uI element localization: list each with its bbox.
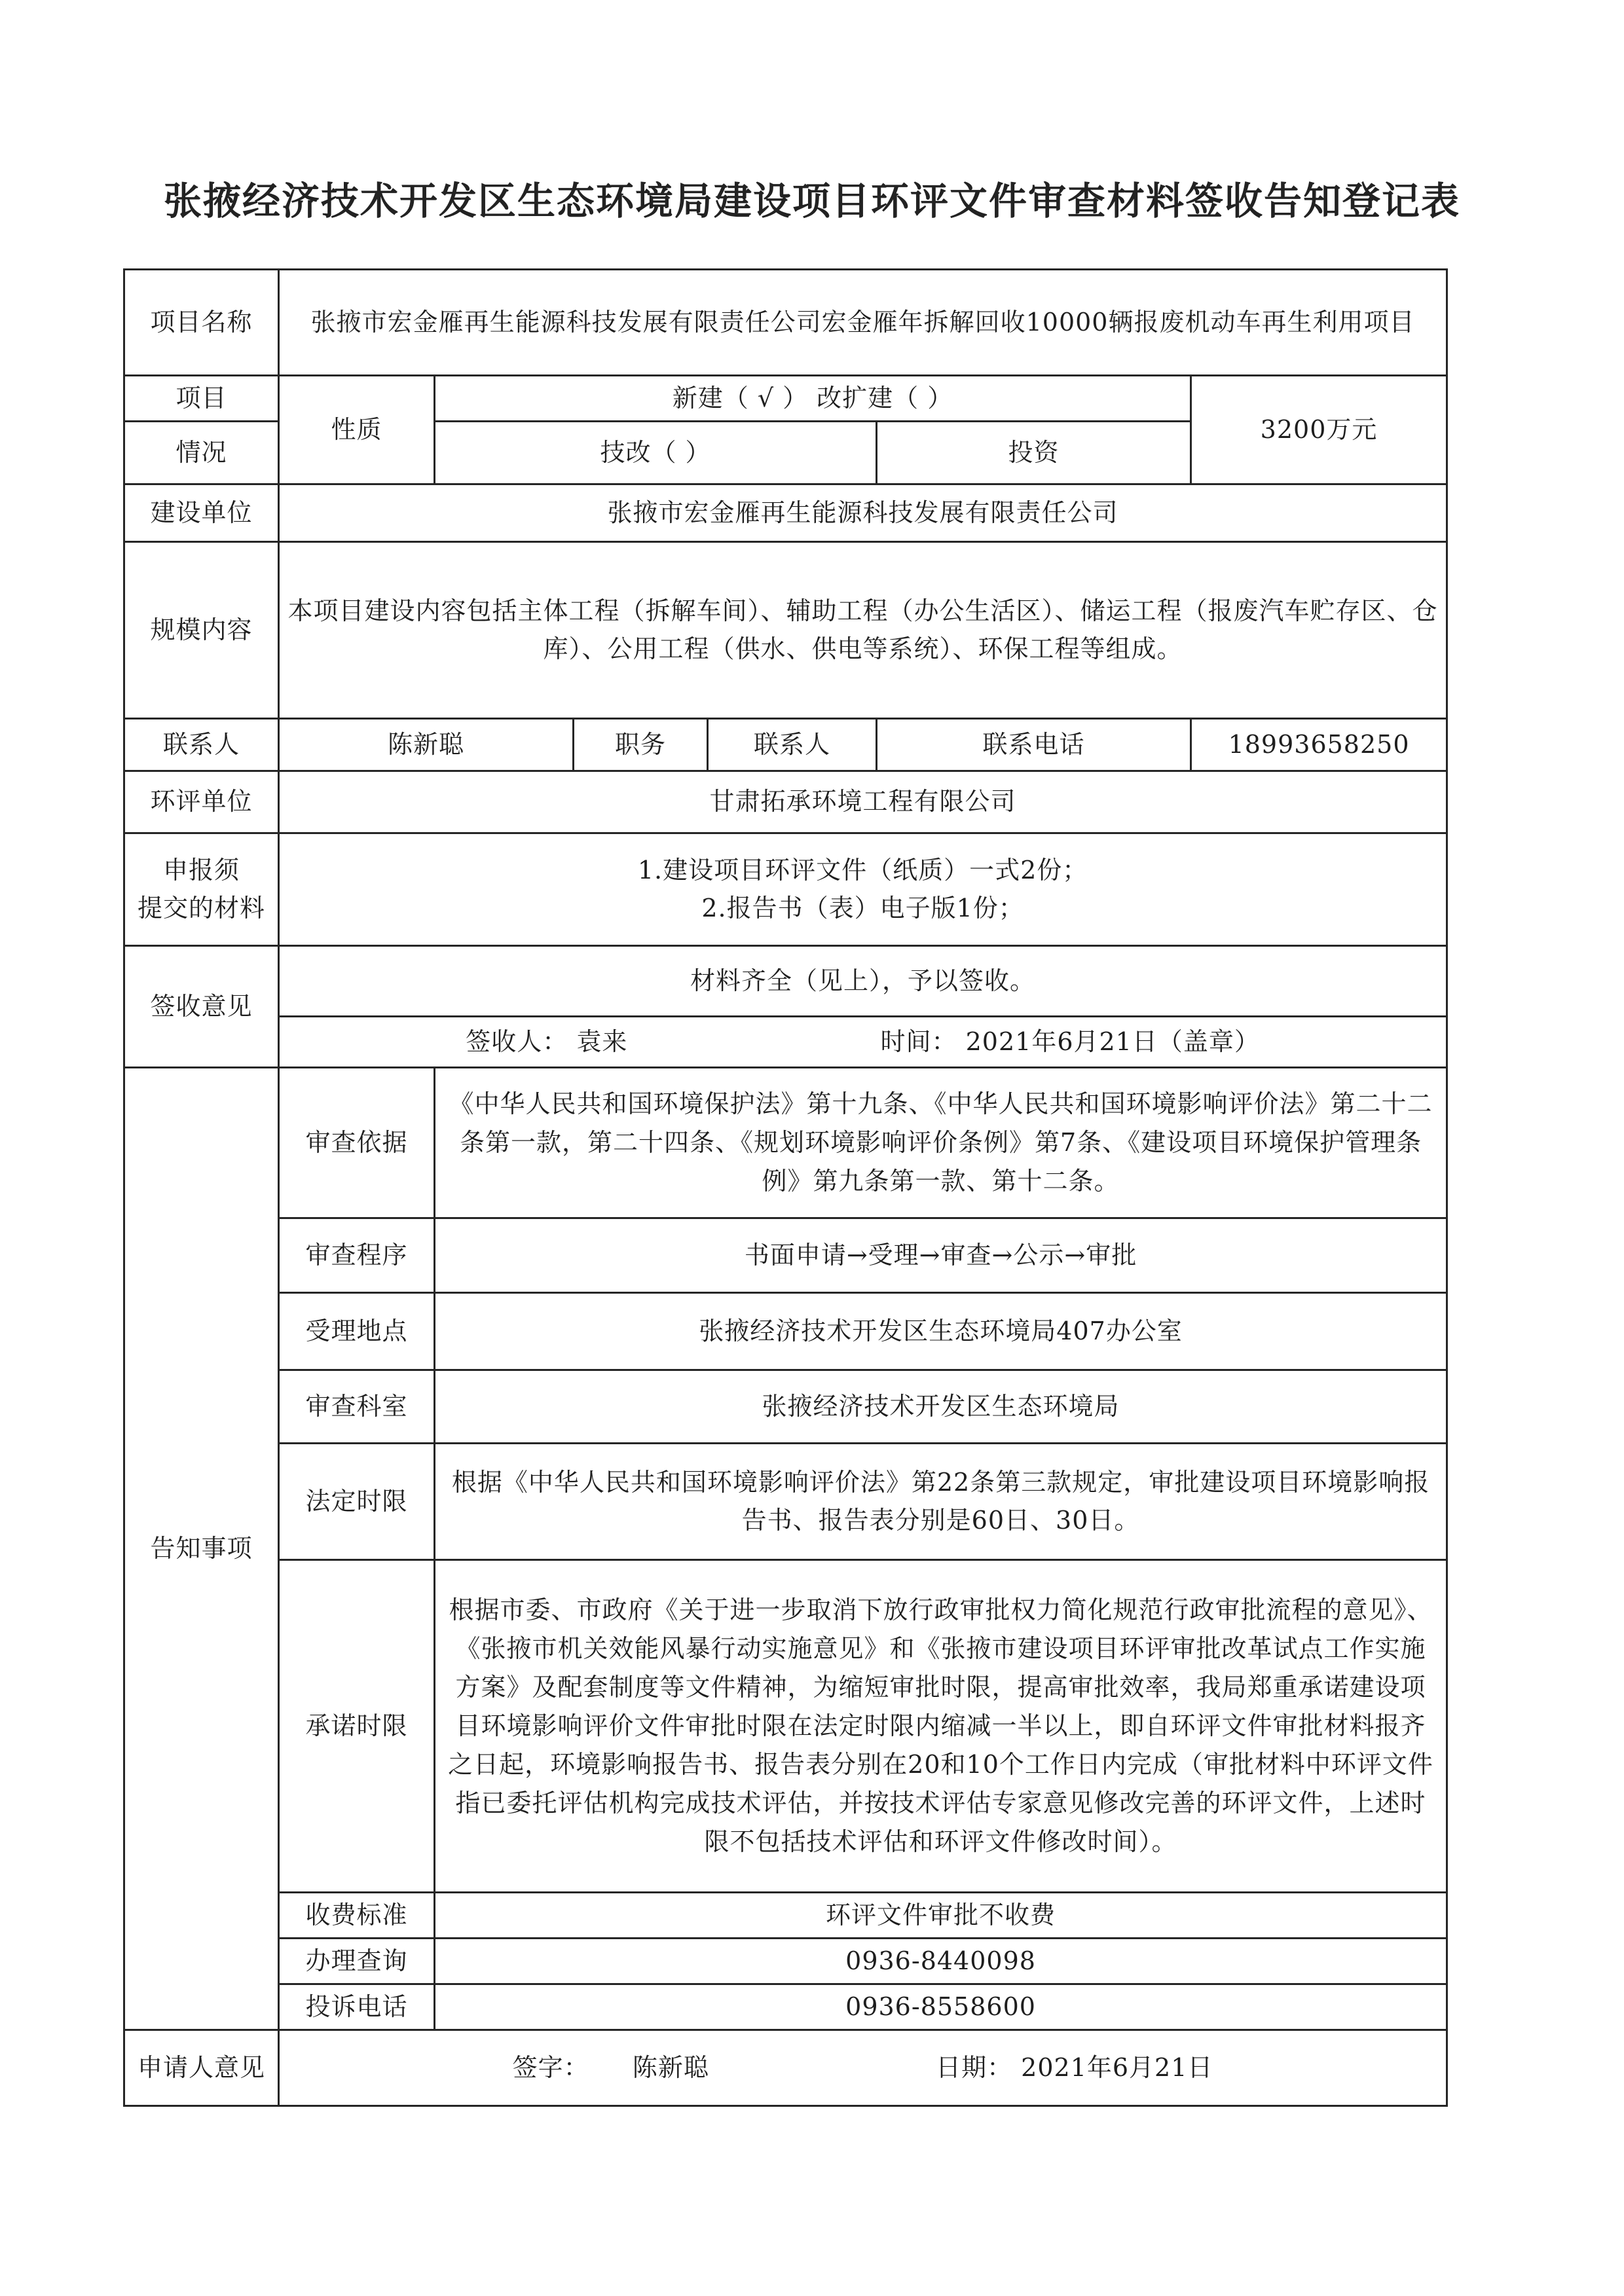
notice-label: 告知事项: [124, 1067, 279, 2030]
place-value: 张掖经济技术开发区生态环境局407办公室: [435, 1292, 1447, 1370]
scale-value: 本项目建设内容包括主体工程（拆解车间）、辅助工程（办公生活区）、储运工程（报废汽车贮存区、仓库）、公用工程（供水、供电等系统）、环保工程等组成。: [279, 541, 1447, 718]
materials-item-1: 1.建设项目环评文件（纸质）一式2份；: [637, 855, 1088, 884]
procedure-value: 书面申请→受理→审查→公示→审批: [435, 1218, 1447, 1292]
receipt-signer-label: 签收人：: [466, 1027, 568, 1056]
phone-label: 联系电话: [877, 718, 1191, 771]
registration-form: [123, 268, 1448, 2107]
materials-list: [279, 833, 1447, 945]
query-label: 办理查询: [279, 1938, 435, 1984]
receipt-signer: 袁来: [576, 1027, 628, 1056]
materials-label: [124, 833, 279, 945]
position-label: 职务: [574, 718, 708, 771]
receipt-signature-row: [279, 1016, 1447, 1067]
applicant-sign: 陈新聪: [632, 2052, 709, 2082]
legal-limit-label: 法定时限: [279, 1443, 435, 1559]
project-situation-label-2: 情况: [124, 421, 279, 484]
receipt-opinion: 材料齐全（见上），予以签收。: [279, 945, 1447, 1016]
project-situation-label-1: 项目: [124, 376, 279, 422]
applicant-date: 2021年6月21日: [1021, 2052, 1213, 2082]
form-title: 张掖经济技术开发区生态环境局建设项目环评文件审查材料签收告知登记表: [163, 179, 1460, 223]
materials-item-2: 2.报告书（表）电子版1份；: [701, 894, 1024, 923]
applicant-date-label: 日期：: [936, 2052, 1013, 2082]
nature-options-line1: 新建（ √ ） 改扩建（ ）: [435, 376, 1191, 422]
dept-label: 审查科室: [279, 1370, 435, 1443]
fee-label: 收费标准: [279, 1892, 435, 1938]
project-name-value: 张掖市宏金雁再生能源科技发展有限责任公司宏金雁年拆解回收10000辆报废机动车再生利用项目: [279, 270, 1447, 376]
query-value: 0936-8440098: [435, 1938, 1447, 1984]
receipt-time-label: 时间：: [880, 1027, 957, 1056]
applicant-sign-label: 签字：: [512, 2052, 589, 2082]
investment-label: 投资: [877, 421, 1191, 484]
complaint-value: 0936-8558600: [435, 1984, 1447, 2030]
place-label: 受理地点: [279, 1292, 435, 1370]
contact-label: 联系人: [124, 718, 279, 771]
promise-limit-value: 根据市委、市政府《关于进一步取消下放行政审批权力简化规范行政审批流程的意见》、《张掖市机关效能风暴行动实施意见》和《张掖市建设项目环评审批改革试点工作实施方案》及配套制度等文件精神，为缩短审批时限，提高审批效率，我局郑重承诺建设项目环境影响评价文件审批时限在法定时限内缩减一半以上，即自环评文件审批材料报齐之日起，环境影响报告书、报告表分别在20和10个工作日内完成（审批材料中环评文件指已委托评估机构完成技术评估，并按技术评估专家意见修改完善的环评文件，上述时限不包括技术评估和环评文件修改时间）。: [435, 1559, 1447, 1892]
basis-value: 《中华人民共和国环境保护法》第十九条、《中华人民共和国环境影响评价法》第二十二条第一款，第二十四条、《规划环境影响评价条例》第7条、《建设项目环境保护管理条例》第九条第一款、第十二条。: [435, 1067, 1447, 1218]
receipt-label: 签收意见: [124, 945, 279, 1067]
materials-label-line1: 申报须: [162, 855, 240, 884]
position-value: 联系人: [708, 718, 877, 771]
receipt-time: 2021年6月21日（盖章）: [965, 1027, 1260, 1056]
contact-name: 陈新聪: [279, 718, 574, 771]
materials-label-line2: 提交的材料: [137, 894, 265, 923]
builder-label: 建设单位: [124, 484, 279, 541]
applicant-signature-row: [279, 2030, 1447, 2105]
scale-label: 规模内容: [124, 541, 279, 718]
applicant-label: 申请人意见: [124, 2030, 279, 2105]
phone-value: 18993658250: [1191, 718, 1447, 771]
project-name-label: 项目名称: [124, 270, 279, 376]
basis-label: 审查依据: [279, 1067, 435, 1218]
builder-value: 张掖市宏金雁再生能源科技发展有限责任公司: [279, 484, 1447, 541]
investment-value: 3200万元: [1191, 376, 1447, 484]
fee-value: 环评文件审批不收费: [435, 1892, 1447, 1938]
procedure-label: 审查程序: [279, 1218, 435, 1292]
nature-options-line2: 技改（ ）: [435, 421, 877, 484]
nature-label: 性质: [279, 376, 435, 484]
eia-unit-value: 甘肃拓承环境工程有限公司: [279, 771, 1447, 833]
eia-unit-label: 环评单位: [124, 771, 279, 833]
legal-limit-value: 根据《中华人民共和国环境影响评价法》第22条第三款规定，审批建设项目环境影响报告书、报告表分别是60日、30日。: [435, 1443, 1447, 1559]
complaint-label: 投诉电话: [279, 1984, 435, 2030]
dept-value: 张掖经济技术开发区生态环境局: [435, 1370, 1447, 1443]
promise-limit-label: 承诺时限: [279, 1559, 435, 1892]
